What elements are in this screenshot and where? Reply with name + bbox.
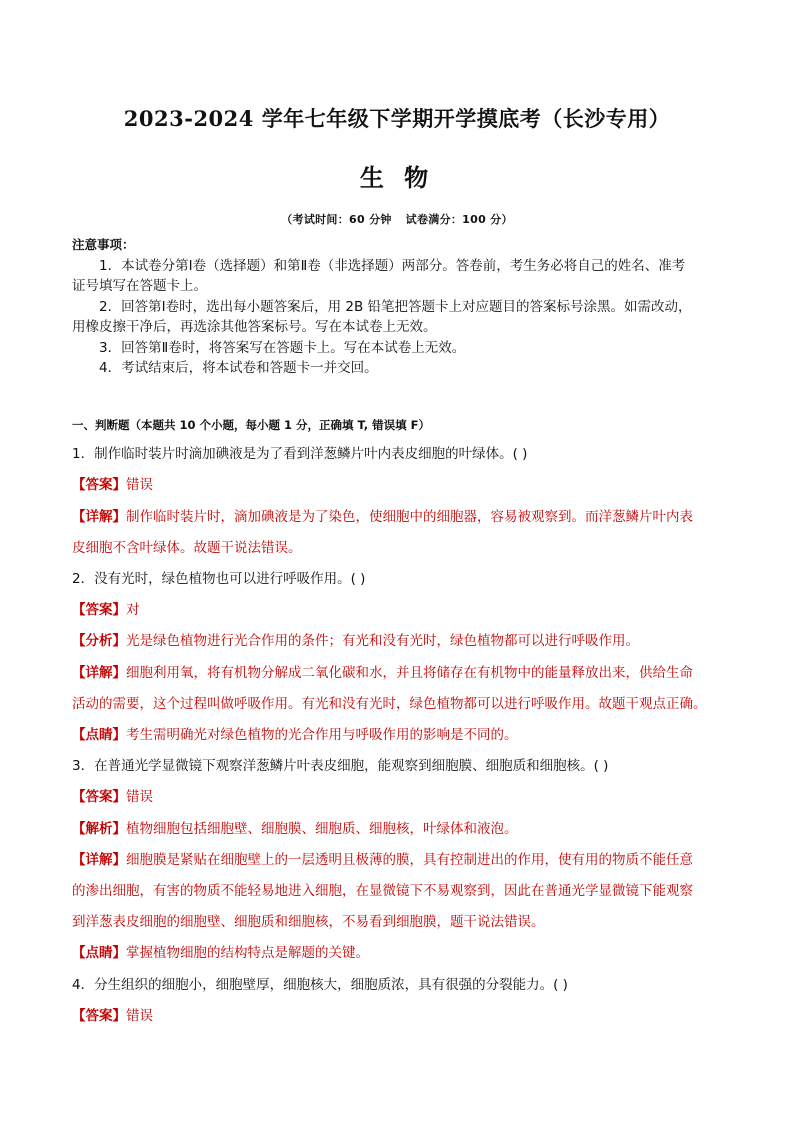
detail-tag: 【详解】: [72, 509, 126, 525]
detail-text-continued: 的渗出细胞，有害的物质不能轻易地进入细胞，在显微镜下不易观察到，因此在普通光学显微镜下能观察: [72, 883, 693, 899]
answer-tag: 【答案】: [72, 1008, 126, 1024]
detail-text: 细胞膜是紧贴在细胞壁上的一层透明且极薄的膜，具有控制进出的作用，使有用的物质不能任意: [126, 852, 693, 868]
notes-item: 证号填写在答题卡上。: [72, 278, 207, 294]
detail-text: 细胞利用氧，将有机物分解成二氧化碳和水，并且将储存在有机物中的能量释放出来，供给生命: [126, 665, 693, 681]
answer-tag: 【答案】: [72, 602, 126, 618]
exam-time: （考试时间：60 分钟: [281, 213, 392, 226]
detail-text-continued: 到洋葱表皮细胞的细胞壁、细胞质和细胞核，不易看到细胞膜，题干说法错误。: [72, 914, 545, 930]
page-title: 2023-2024 学年七年级下学期开学摸底考（长沙专用）: [123, 106, 671, 131]
detail-tag: 【详解】: [72, 665, 126, 681]
analysis-line: [72, 818, 724, 840]
exam-score: 试卷满分：100 分）: [405, 213, 513, 226]
answer-value: 错误: [126, 477, 153, 493]
answer-line: [72, 1005, 724, 1027]
notes-title: 注意事项：: [72, 237, 135, 252]
detail-text-continued: 活动的需要，这个过程叫做呼吸作用。有光和没有光时，绿色植物都可以进行呼吸作用。故题干观点正确。: [72, 696, 707, 712]
point-tag: 【点睛】: [72, 945, 126, 961]
answer-value: 错误: [126, 789, 153, 805]
answer-line: [72, 474, 724, 496]
detail-line: [72, 662, 724, 684]
notes-item: 3．回答第Ⅱ卷时，将答案写在答题卡上。写在本试卷上无效。: [99, 339, 466, 356]
detail-text-continued: 皮细胞不含叶绿体。故题干说法错误。: [72, 540, 302, 556]
notes-block: [72, 235, 722, 379]
answer-line: [72, 599, 724, 621]
section-heading: 一、判断题（本题共 10 个小题，每小题 1 分，正确填 T, 错误填 F）: [72, 418, 430, 432]
answer-line: [72, 786, 724, 808]
notes-item: 2．回答第Ⅰ卷时，选出每小题答案后，用 2B 铅笔把答题卡上对应题目的答案标号涂黑。如需改动，: [99, 298, 692, 315]
point-text: 掌握植物细胞的结构特点是解题的关键。: [126, 945, 369, 961]
notes-item: 用橡皮擦干净后，再选涂其他答案标号。写在本试卷上无效。: [72, 319, 437, 335]
analysis-tag: 【分析】: [72, 633, 126, 649]
analysis-text: 植物细胞包括细胞壁、细胞膜、细胞质、细胞核，叶绿体和液泡。: [126, 821, 518, 837]
detail-text: 制作临时装片时，滴加碘液是为了染色，使细胞中的细胞器，容易被观察到。而洋葱鳞片叶内表: [126, 509, 693, 525]
subject-heading: 生 物: [359, 163, 435, 192]
notes-item: 1．本试卷分第Ⅰ卷（选择题）和第Ⅱ卷（非选择题）两部分。答卷前，考生务必将自己的姓名、准考: [99, 257, 686, 274]
question-text: 1．制作临时装片时滴加碘液是为了看到洋葱鳞片叶内表皮细胞的叶绿体。( ): [72, 446, 528, 462]
detail-line: [72, 849, 724, 871]
analysis-tag: 【解析】: [72, 821, 126, 837]
point-text: 考生需明确光对绿色植物的光合作用与呼吸作用的影响是不同的。: [126, 727, 518, 743]
answer-value: 错误: [126, 1008, 153, 1024]
answer-tag: 【答案】: [72, 789, 126, 805]
question-text: 4．分生组织的细胞小，细胞壁厚，细胞核大，细胞质浓，具有很强的分裂能力。( ): [72, 977, 568, 993]
question-text: 2．没有光时，绿色植物也可以进行呼吸作用。( ): [72, 571, 366, 587]
exam-info: [0, 211, 794, 227]
answer-value: 对: [126, 602, 140, 618]
point-line: [72, 942, 724, 964]
question-text: 3．在普通光学显微镜下观察洋葱鳞片叶表皮细胞，能观察到细胞膜、细胞质和细胞核。( ): [72, 758, 609, 774]
detail-line: [72, 506, 724, 528]
answer-tag: 【答案】: [72, 477, 126, 493]
point-tag: 【点睛】: [72, 727, 126, 743]
notes-item: 4．考试结束后，将本试卷和答题卡一并交回。: [99, 360, 378, 376]
detail-tag: 【详解】: [72, 852, 126, 868]
analysis-line: [72, 630, 724, 652]
analysis-text: 光是绿色植物进行光合作用的条件；有光和没有光时，绿色植物都可以进行呼吸作用。: [126, 633, 639, 649]
point-line: [72, 724, 724, 746]
